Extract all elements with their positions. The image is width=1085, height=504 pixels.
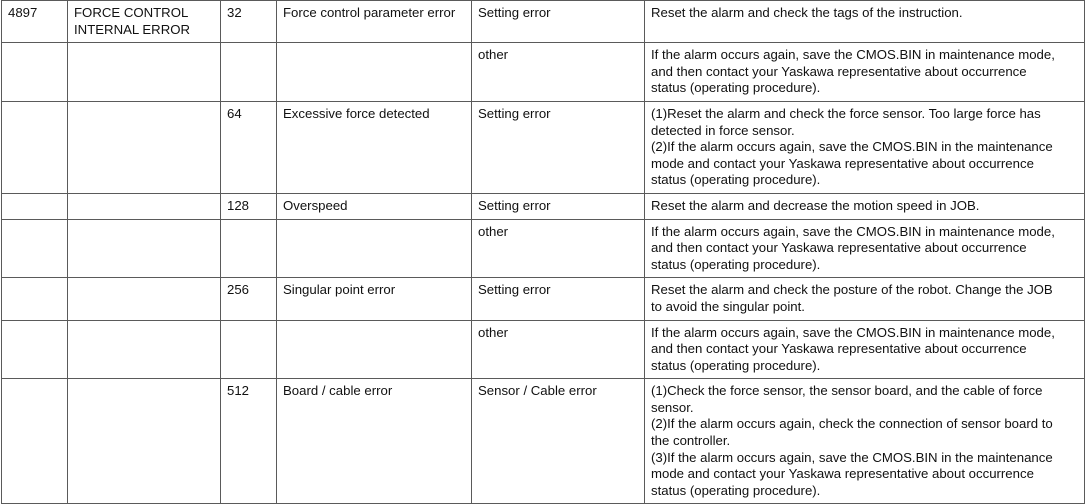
- sub-code: [221, 219, 277, 278]
- remedy-line: If the alarm occurs again, save the CMOS.BIN in maintenance mode,: [651, 324, 1055, 340]
- alarm-table-body: [2, 1, 1085, 504]
- remedy-line: mode and contact your Yaskawa representative about occurrence: [651, 466, 1034, 482]
- alarm-code-empty: [2, 101, 68, 193]
- alarm-code: 4897: [2, 1, 68, 43]
- alarm-code-empty: [2, 320, 68, 379]
- remedy-line: status (operating procedure).: [651, 482, 821, 498]
- cause: other: [472, 320, 645, 379]
- remedy: [645, 278, 1085, 320]
- sub-code: 512: [221, 379, 277, 504]
- meaning: [277, 43, 472, 102]
- alarm-name-empty: [68, 101, 221, 193]
- alarm-name-empty: [68, 278, 221, 320]
- remedy-line: If the alarm occurs again, save the CMOS.BIN in maintenance mode,: [651, 223, 1055, 239]
- cause: Setting error: [472, 193, 645, 219]
- remedy-line: (1)Reset the alarm and check the force sensor. Too large force has: [651, 105, 1041, 121]
- remedy-line: and then contact your Yaskawa representative about occurrence: [651, 63, 1027, 79]
- remedy: [645, 193, 1085, 219]
- remedy-line: detected in force sensor.: [651, 122, 795, 138]
- cause: other: [472, 219, 645, 278]
- meaning: Force control parameter error: [277, 1, 472, 43]
- remedy-line: sensor.: [651, 399, 694, 415]
- cause: other: [472, 43, 645, 102]
- sub-code: 64: [221, 101, 277, 193]
- table-row: [2, 193, 1085, 219]
- alarm-code-empty: [2, 278, 68, 320]
- remedy-line: Reset the alarm and check the posture of the robot. Change the JOB: [651, 282, 1053, 298]
- alarm-code-empty: [2, 219, 68, 278]
- remedy-line: (3)If the alarm occurs again, save the CMOS.BIN in the maintenance: [651, 449, 1053, 465]
- remedy: [645, 219, 1085, 278]
- remedy: [645, 379, 1085, 504]
- remedy-line: (1)Check the force sensor, the sensor board, and the cable of force: [651, 383, 1043, 399]
- remedy-line: and then contact your Yaskawa representative about occurrence: [651, 240, 1027, 256]
- sub-code: [221, 43, 277, 102]
- alarm-code-empty: [2, 193, 68, 219]
- meaning: Excessive force detected: [277, 101, 472, 193]
- remedy-line: mode and contact your Yaskawa representative about occurrence: [651, 155, 1034, 171]
- sub-code: 256: [221, 278, 277, 320]
- table-row: [2, 1, 1085, 43]
- remedy-line: status (operating procedure).: [651, 256, 821, 272]
- alarm-name-line: FORCE CONTROL: [74, 5, 189, 20]
- sub-code: [221, 320, 277, 379]
- alarm-name-empty: [68, 193, 221, 219]
- remedy-line: status (operating procedure).: [651, 357, 821, 373]
- alarm-name-empty: [68, 43, 221, 102]
- remedy-line: If the alarm occurs again, save the CMOS.BIN in maintenance mode,: [651, 47, 1055, 63]
- remedy-line: status (operating procedure).: [651, 80, 821, 96]
- remedy-line: status (operating procedure).: [651, 172, 821, 188]
- remedy: [645, 43, 1085, 102]
- alarm-name-line: INTERNAL ERROR: [74, 21, 191, 37]
- meaning: Overspeed: [277, 193, 472, 219]
- remedy-line: Reset the alarm and check the tags of the instruction.: [651, 5, 963, 20]
- remedy: [645, 101, 1085, 193]
- alarm-name-empty: [68, 379, 221, 504]
- remedy-line: to avoid the singular point.: [651, 298, 805, 314]
- cause: Setting error: [472, 101, 645, 193]
- remedy-line: the controller.: [651, 433, 731, 449]
- meaning: Board / cable error: [277, 379, 472, 504]
- alarm-code-empty: [2, 43, 68, 102]
- remedy: [645, 320, 1085, 379]
- alarm-name-empty: [68, 320, 221, 379]
- sub-code: 32: [221, 1, 277, 43]
- cause: Setting error: [472, 278, 645, 320]
- remedy-line: and then contact your Yaskawa representative about occurrence: [651, 341, 1027, 357]
- alarm-name-empty: [68, 219, 221, 278]
- table-row: [2, 219, 1085, 278]
- cause: Sensor / Cable error: [472, 379, 645, 504]
- meaning: Singular point error: [277, 278, 472, 320]
- cause: Setting error: [472, 1, 645, 43]
- remedy: [645, 1, 1085, 43]
- table-row: [2, 379, 1085, 504]
- alarm-name: [68, 1, 221, 43]
- table-row: [2, 101, 1085, 193]
- meaning: [277, 219, 472, 278]
- sub-code: 128: [221, 193, 277, 219]
- remedy-line: (2)If the alarm occurs again, check the connection of sensor board to: [651, 416, 1053, 432]
- alarm-code-empty: [2, 379, 68, 504]
- table-row: [2, 278, 1085, 320]
- meaning: [277, 320, 472, 379]
- table-row: [2, 43, 1085, 102]
- table-row: [2, 320, 1085, 379]
- remedy-line: Reset the alarm and decrease the motion speed in JOB.: [651, 197, 980, 213]
- remedy-line: (2)If the alarm occurs again, save the CMOS.BIN in the maintenance: [651, 139, 1053, 155]
- alarm-table: [1, 0, 1085, 504]
